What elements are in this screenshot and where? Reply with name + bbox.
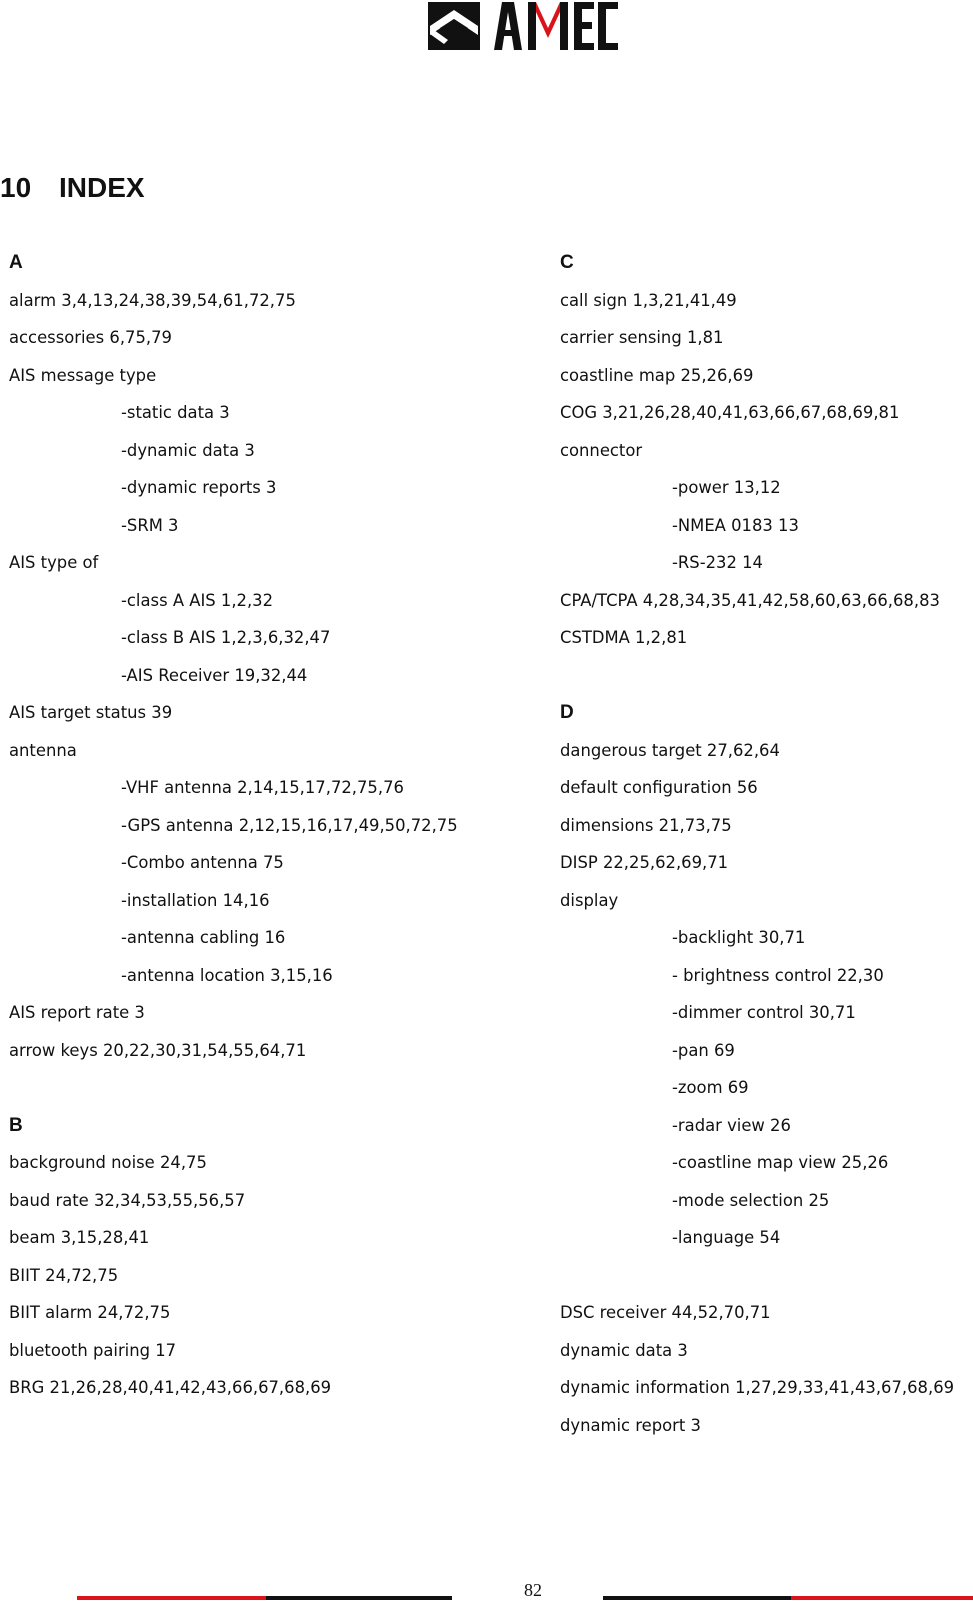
index-subentry: -dynamic reports 3 [121,478,277,497]
index-subentry: -SRM 3 [121,515,179,535]
index-spacer [560,1257,970,1295]
index-column-right [560,244,970,1444]
footer-rule-black-right [603,1596,791,1600]
footer-rule-black-left [266,1596,452,1600]
index-entry: bluetooth pairing 17 [9,1340,177,1360]
chapter-title: INDEX [59,172,145,203]
index-entry: BRG 21,26,28,40,41,42,43,66,67,68,69 [9,1378,332,1397]
index-entry: accessories 6,75,79 [9,328,172,347]
index-subentry: -antenna location 3,15,16 [121,965,333,985]
index-subentry: -Combo antenna 75 [121,853,284,872]
index-subentry: -power 13,12 [672,478,781,497]
index-subentry: -dynamic data 3 [121,440,255,460]
index-entry: default configuration 56 [560,778,758,797]
index-subentry: -static data 3 [121,403,230,422]
index-subentry: -mode selection 25 [672,1190,830,1210]
logo-letters [494,2,618,50]
index-subentry: -backlight 30,71 [672,928,806,947]
index-entry: AIS target status 39 [9,703,173,722]
index-subentry: -VHF antenna 2,14,15,17,72,75,76 [121,778,404,797]
index-subentry: -zoom 69 [672,1078,749,1097]
index-subentry: -coastline map view 25,26 [672,1153,889,1172]
index-subentry: -AIS Receiver 19,32,44 [121,665,308,685]
index-subentry: -language 54 [672,1228,781,1247]
index-entry: DISP 22,25,62,69,71 [560,853,729,872]
index-entry: baud rate 32,34,53,55,56,57 [9,1190,246,1210]
index-subentry: -NMEA 0183 13 [672,515,799,535]
index-entry: CPA/TCPA 4,28,34,35,41,42,58,60,63,66,68,83 [560,590,940,610]
index-entry: AIS report rate 3 [9,1003,145,1022]
index-section-letter: D [560,702,574,723]
footer-rule-red-right [791,1596,973,1600]
index-entry: alarm 3,4,13,24,38,39,54,61,72,75 [9,290,296,310]
index-spacer [9,1069,529,1107]
index-subentry: -radar view 26 [672,1115,791,1135]
chapter-number: 10 [0,172,32,203]
index-entry: beam 3,15,28,41 [9,1228,150,1247]
index-entry: BIIT alarm 24,72,75 [9,1303,171,1322]
index-subentry: -RS-232 14 [672,553,763,572]
index-subentry: -class A AIS 1,2,32 [121,590,274,610]
index-entry: COG 3,21,26,28,40,41,63,66,67,68,69,81 [560,403,900,422]
index-entry: call sign 1,3,21,41,49 [560,290,737,310]
index-subentry: -GPS antenna 2,12,15,16,17,49,50,72,75 [121,815,458,835]
page-number: 82 [524,1580,542,1600]
index-entry: carrier sensing 1,81 [560,328,724,347]
index-entry: antenna [9,740,77,760]
index-entry: CSTDMA 1,2,81 [560,628,688,647]
index-section-letter: A [9,252,23,273]
index-spacer [560,657,970,695]
index-entry: background noise 24,75 [9,1153,207,1172]
index-entry: dynamic data 3 [560,1340,688,1360]
index-section-letter: B [9,1114,23,1136]
index-entry: coastline map 25,26,69 [560,365,754,385]
index-entry: DSC receiver 44,52,70,71 [560,1303,771,1322]
index-entry: display [560,890,619,910]
index-entry: dimensions 21,73,75 [560,815,732,835]
index-column-left [9,244,529,1407]
index-entry: AIS type of [9,553,99,572]
index-entry: AIS message type [9,365,157,385]
index-subentry: -pan 69 [672,1040,735,1060]
index-entry: dynamic report 3 [560,1415,701,1435]
index-subentry: -dimmer control 30,71 [672,1003,856,1022]
chapter-heading [0,168,145,208]
index-entry: BIIT 24,72,75 [9,1265,119,1285]
index-section-letter: C [560,252,574,273]
index-subentry: -class B AIS 1,2,3,6,32,47 [121,628,331,647]
footer-rule-red-left [77,1596,266,1600]
logo-mark-icon [428,2,480,50]
index-entry: arrow keys 20,22,30,31,54,55,64,71 [9,1040,307,1060]
index-entry: dynamic information 1,27,29,33,41,43,67,68,69 [560,1378,955,1397]
index-entry: dangerous target 27,62,64 [560,740,780,760]
index-entry: connector [560,440,643,460]
index-subentry: - brightness control 22,30 [672,965,884,985]
amec-logo [428,0,618,52]
index-subentry: -antenna cabling 16 [121,928,286,947]
index-subentry: -installation 14,16 [121,890,270,910]
